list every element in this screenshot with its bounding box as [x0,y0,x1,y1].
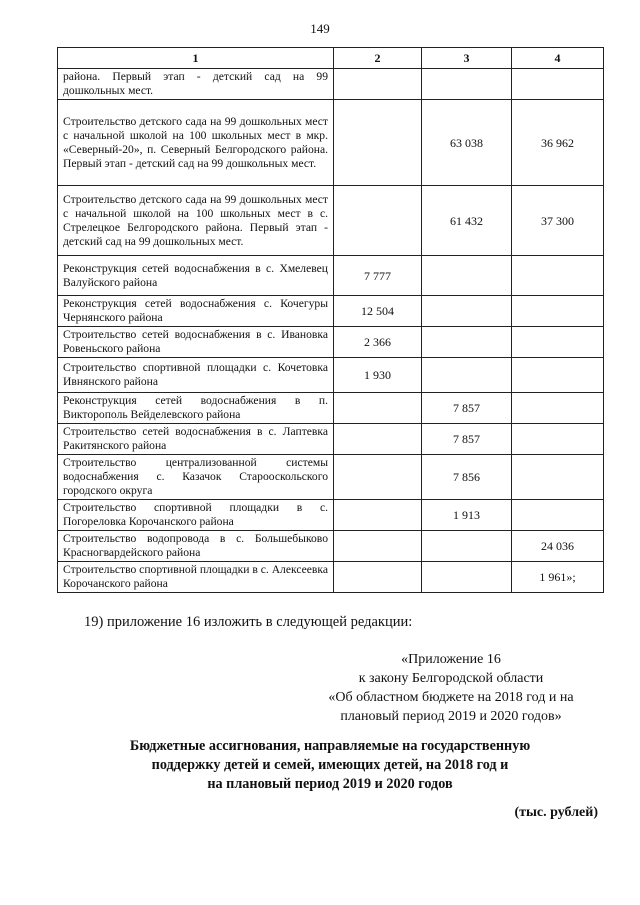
appendix-line: к закону Белгородской области [358,671,544,686]
row-name: Строительство детского сада на 99 дошкольных мест с начальной школой на 100 школьных мест в с. Стрелецкое Белгородского района. Первый этап - детский сад на 99 дошкольных мест. [58,186,334,256]
column-header-2: 2 [334,48,422,69]
document-title [90,737,570,794]
row-name: Строительство спортивной площадки в с. Погореловка Корочанского района [58,500,334,531]
table-row [58,186,604,256]
row-value-3: 61 432 [422,186,512,256]
row-name: Строительство спортивной площадки в с. Алексеевка Корочанского района [58,562,334,593]
row-value-2: 12 504 [334,296,422,327]
table-header-row [58,48,604,69]
table-row [58,500,604,531]
table-row [58,455,604,500]
row-value-3 [422,531,512,562]
row-name: Строительство сетей водоснабжения в с. Ивановка Ровеньского района [58,327,334,358]
table-row [58,531,604,562]
row-value-2 [334,186,422,256]
row-value-2: 7 777 [334,256,422,296]
table-row [58,358,604,393]
item-19-text: 19) приложение 16 изложить в следующей редакции: [84,614,413,630]
row-value-2 [334,100,422,186]
row-value-2 [334,531,422,562]
row-value-4 [512,296,604,327]
row-value-3 [422,327,512,358]
row-value-4 [512,424,604,455]
budget-table [57,47,604,593]
appendix-heading [300,650,602,726]
row-value-3: 1 913 [422,500,512,531]
table-row [58,393,604,424]
row-name: Реконструкция сетей водоснабжения с. Кочегуры Чернянского района [58,296,334,327]
column-header-1: 1 [58,48,334,69]
row-value-4 [512,455,604,500]
row-value-2: 2 366 [334,327,422,358]
row-value-4: 36 962 [512,100,604,186]
row-value-2 [334,455,422,500]
appendix-line: «Приложение 16 [401,652,501,667]
row-name: Строительство водопровода в с. Большебыково Красногвардейского района [58,531,334,562]
row-name: Строительство сетей водоснабжения в с. Лаптевка Ракитянского района [58,424,334,455]
row-name: Реконструкция сетей водоснабжения в с. Хмелевец Валуйского района [58,256,334,296]
appendix-line: «Об областном бюджете на 2018 год и на [328,690,574,705]
row-value-4 [512,327,604,358]
row-value-4: 37 300 [512,186,604,256]
table-row [58,424,604,455]
appendix-line: плановый период 2019 и 2020 годов» [340,709,562,724]
row-value-3 [422,256,512,296]
table-row [58,562,604,593]
row-value-2 [334,69,422,100]
table-row [58,327,604,358]
row-value-3: 7 857 [422,424,512,455]
row-value-3 [422,296,512,327]
row-value-3: 7 857 [422,393,512,424]
row-value-4 [512,358,604,393]
table-row [58,256,604,296]
row-value-2: 1 930 [334,358,422,393]
table-row [58,100,604,186]
row-value-2 [334,424,422,455]
row-name: Строительство детского сада на 99 дошкольных мест с начальной школой на 100 школьных мест в мкр. «Северный-20», п. Северный Белгородского района. Первый этап - детский сад на 99 дошкольных мест. [58,100,334,186]
row-value-3: 63 038 [422,100,512,186]
row-value-3: 7 856 [422,455,512,500]
row-value-4 [512,393,604,424]
row-name: Строительство централизованной системы водоснабжения с. Казачок Старооскольского городского округа [58,455,334,500]
row-value-4: 24 036 [512,531,604,562]
title-line: Бюджетные ассигнования, направляемые на государственную [129,738,531,754]
row-value-3 [422,562,512,593]
page-number: 149 [310,21,330,36]
row-name: района. Первый этап - детский сад на 99 дошкольных мест. [58,69,334,100]
units-label: (тыс. рублей) [514,805,598,820]
row-value-4 [512,256,604,296]
table-row [58,69,604,100]
row-value-3 [422,69,512,100]
title-line: поддержку детей и семей, имеющих детей, на 2018 год и [151,757,509,773]
row-value-2 [334,562,422,593]
row-value-4: 1 961»; [512,562,604,593]
row-value-3 [422,358,512,393]
row-name: Строительство спортивной площадки с. Кочетовка Ивнянского района [58,358,334,393]
row-value-2 [334,393,422,424]
row-value-2 [334,500,422,531]
row-value-4 [512,69,604,100]
column-header-4: 4 [512,48,604,69]
row-name: Реконструкция сетей водоснабжения в п. Викторополь Вейделевского района [58,393,334,424]
title-line: на плановый период 2019 и 2020 годов [207,776,453,792]
table-row [58,296,604,327]
column-header-3: 3 [422,48,512,69]
row-value-4 [512,500,604,531]
